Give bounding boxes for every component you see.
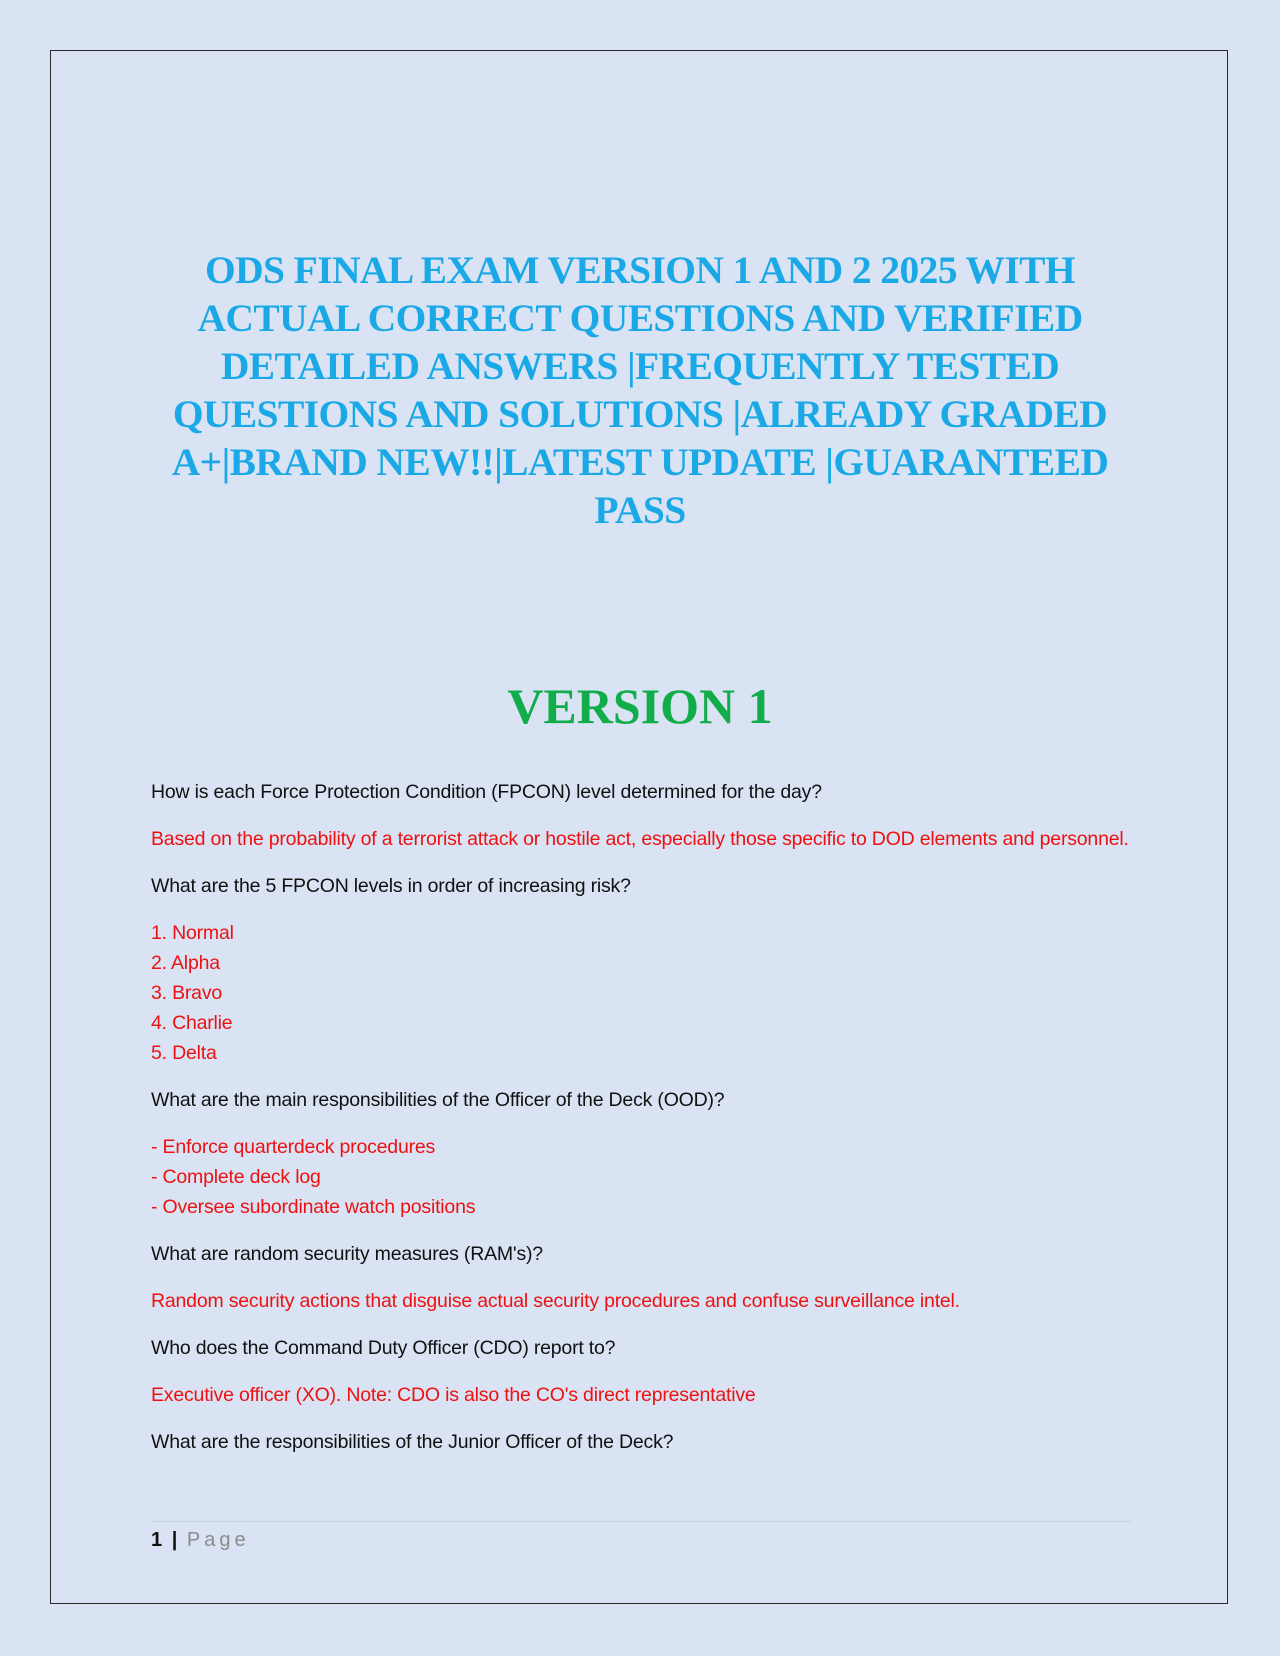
answer-5-text: Executive officer (XO). Note: CDO is also the CO's direct representative (151, 1384, 756, 1406)
answer-2-line-2: 2. Alpha (151, 952, 220, 974)
question-1: How is each Force Protection Condition (FPCON) level determined for the day? (151, 781, 822, 803)
document-title: ODS FINAL EXAM VERSION 1 AND 2 2025 WITH ACTUAL CORRECT QUESTIONS AND VERIFIED DETAILED ANSWERS |FREQUENTLY TESTED QUESTIONS AND SOLUTIONS |ALREADY GRADED A+|BRAND NEW!!|LATEST UPDATE |GUARANTEED PASS (171, 248, 1109, 532)
footer-divider (151, 1521, 1131, 1522)
answer-3 (151, 1132, 1131, 1222)
answer-2-line-1: 1. Normal (151, 922, 234, 944)
question-3: What are the main responsibilities of the Officer of the Deck (OOD)? (151, 1089, 725, 1111)
answer-2 (151, 918, 1131, 1068)
answer-1-text: Based on the probability of a terrorist attack or hostile act, especially those specific to DOD elements and personnel. (151, 828, 1129, 850)
page-label: Page (186, 1529, 250, 1551)
answer-2-line-4: 4. Charlie (151, 1012, 233, 1034)
answer-1 (151, 824, 1131, 854)
answer-4 (151, 1286, 1131, 1316)
question-4: What are random security measures (RAM's)? (151, 1243, 543, 1265)
qa-section (151, 777, 1131, 1474)
answer-4-text: Random security actions that disguise actual security procedures and confuse surveillance intel. (151, 1290, 960, 1312)
answer-2-line-3: 3. Bravo (151, 982, 223, 1004)
version-heading: VERSION 1 (507, 678, 773, 734)
question-5: Who does the Command Duty Officer (CDO) report to? (151, 1337, 616, 1359)
answer-5 (151, 1380, 1131, 1410)
page-separator: | (171, 1529, 178, 1551)
answer-3-line-1: - Enforce quarterdeck procedures (151, 1136, 436, 1158)
answer-3-line-3: - Oversee subordinate watch positions (151, 1196, 476, 1218)
question-2: What are the 5 FPCON levels in order of increasing risk? (151, 875, 631, 897)
question-6: What are the responsibilities of the Junior Officer of the Deck? (151, 1431, 674, 1453)
answer-2-line-5: 5. Delta (151, 1042, 217, 1064)
page-footer (151, 1525, 250, 1555)
page-number: 1 (151, 1529, 163, 1551)
answer-3-line-2: - Complete deck log (151, 1166, 321, 1188)
